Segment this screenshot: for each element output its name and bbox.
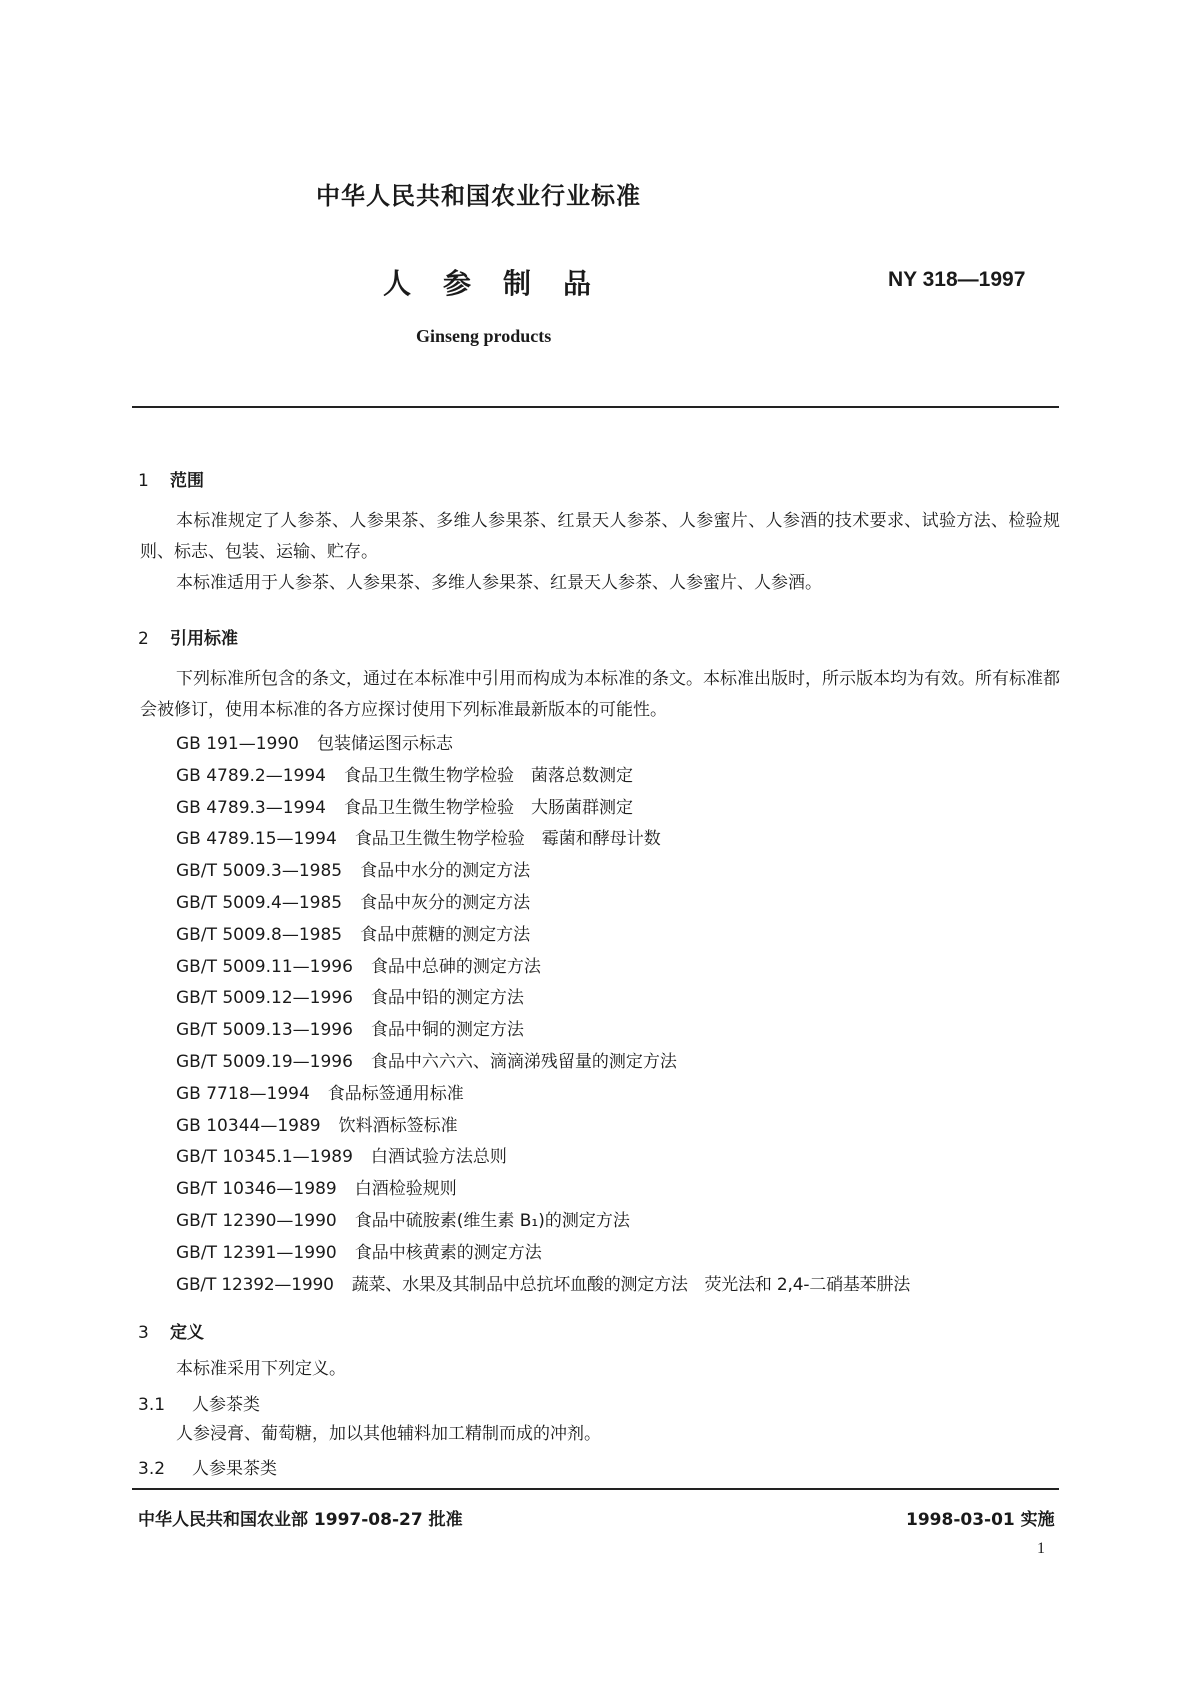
approval-date: 中华人民共和国农业部 1997-08-27 批准 [138,1510,463,1530]
reference-list [176,729,1066,1301]
reference-item [176,793,1066,825]
reference-code: GB/T 12391—1990 [176,1242,337,1263]
section-number: 2 [138,629,149,649]
reference-code: GB 191—1990 [176,734,299,754]
reference-title: 食品中铜的测定方法 [370,1020,524,1041]
reference-title: 蔬菜、水果及其制品中总抗坏血酸的测定方法 荧光法和 2,4-二硝基苯肼法 [351,1274,911,1295]
reference-item [176,729,1066,761]
section-heading-scope [138,466,204,491]
reference-code: GB/T 12392—1990 [176,1274,334,1295]
section-title: 范围 [170,471,204,491]
reference-code: GB 10344—1989 [176,1115,321,1136]
definitions-intro: 本标准采用下列定义。 [176,1359,346,1379]
reference-title: 白酒检验规则 [354,1179,457,1200]
definition-text-3-1: 人参浸膏、葡萄糖，加以其他辅料加工精制而成的冲剂。 [176,1424,601,1444]
section-title: 引用标准 [170,629,238,649]
reference-item [176,1174,1066,1206]
definition-number: 3.2 [138,1459,166,1479]
reference-code: GB/T 5009.3—1985 [176,861,343,882]
reference-title: 食品中核黄素的测定方法 [354,1242,542,1263]
reference-item [176,1270,1066,1302]
reference-title: 包装储运图示标志 [316,734,453,754]
reference-title: 食品卫生微生物学检验 霉菌和酵母计数 [354,829,661,850]
definition-term: 人参果茶类 [192,1459,277,1479]
reference-title: 食品卫生微生物学检验 菌落总数测定 [344,765,633,786]
references-intro: 下列标准所包含的条文，通过在本标准中引用而构成为本标准的条文。本标准出版时，所示版本均为有效。所有标准都会被修订，使用本标准的各方应探讨使用下列标准最新版本的可能性。 [140,669,1060,720]
reference-title: 食品中蔗糖的测定方法 [360,924,531,945]
reference-code: GB/T 5009.8—1985 [176,924,343,945]
section-heading-definitions [138,1318,204,1343]
section-number: 1 [138,471,149,491]
reference-title: 白酒试验方法总则 [370,1147,507,1168]
definition-heading-3-1 [138,1390,260,1415]
document-title-chinese: 人参制品 [383,267,624,300]
reference-code: GB/T 5009.11—1996 [176,956,353,977]
reference-item [176,1111,1066,1143]
reference-item [176,1142,1066,1174]
effective-date: 1998-03-01 实施 [906,1510,1055,1530]
reference-code: GB/T 5009.12—1996 [176,988,353,1009]
scope-paragraph-1: 本标准规定了人参茶、人参果茶、多维人参果茶、红景天人参茶、人参蜜片、人参酒的技术要求、试验方法、检验规则、标志、包装、运输、贮存。 [140,511,1060,562]
issuing-organization: 中华人民共和国农业行业标准 [316,182,641,210]
reference-item [176,1047,1066,1079]
reference-title: 食品中水分的测定方法 [360,861,531,882]
reference-title: 食品中总砷的测定方法 [370,956,541,977]
definition-term: 人参茶类 [192,1395,260,1415]
reference-title: 食品中硫胺素(维生素 B₁)的测定方法 [354,1210,630,1231]
reference-item [176,824,1066,856]
document-title-english: Ginseng products [416,326,552,346]
footer-divider [132,1488,1059,1490]
definition-number: 3.1 [138,1395,166,1415]
reference-title: 食品中灰分的测定方法 [360,892,531,913]
standard-code: NY 318—1997 [888,268,1026,291]
reference-code: GB 4789.3—1994 [176,797,326,818]
reference-item [176,1079,1066,1111]
reference-item [176,983,1066,1015]
reference-item [176,1238,1066,1270]
reference-item [176,856,1066,888]
reference-item [176,952,1066,984]
reference-code: GB/T 10345.1—1989 [176,1147,353,1168]
scope-paragraph-2: 本标准适用于人参茶、人参果茶、多维人参果茶、红景天人参茶、人参蜜片、人参酒。 [176,573,822,593]
header-divider [132,406,1059,408]
reference-code: GB 4789.15—1994 [176,829,337,850]
reference-code: GB/T 5009.13—1996 [176,1020,353,1041]
reference-code: GB/T 12390—1990 [176,1210,337,1231]
section-heading-references [138,624,238,649]
reference-title: 饮料酒标签标准 [338,1115,458,1136]
reference-title: 食品卫生微生物学检验 大肠菌群测定 [344,797,633,818]
reference-code: GB 7718—1994 [176,1083,310,1104]
reference-code: GB/T 5009.19—1996 [176,1051,353,1072]
reference-item [176,761,1066,793]
reference-item [176,920,1066,952]
reference-code: GB/T 10346—1989 [176,1179,337,1200]
section-title: 定义 [170,1323,204,1343]
reference-item [176,1015,1066,1047]
reference-code: GB 4789.2—1994 [176,765,326,786]
definition-heading-3-2 [138,1454,277,1479]
reference-title: 食品中铅的测定方法 [370,988,524,1009]
reference-item [176,1206,1066,1238]
section-number: 3 [138,1323,149,1343]
reference-code: GB/T 5009.4—1985 [176,892,343,913]
reference-item [176,888,1066,920]
reference-title: 食品标签通用标准 [327,1083,464,1104]
reference-title: 食品中六六六、滴滴涕残留量的测定方法 [370,1051,677,1072]
page-number: 1 [1037,1540,1045,1557]
